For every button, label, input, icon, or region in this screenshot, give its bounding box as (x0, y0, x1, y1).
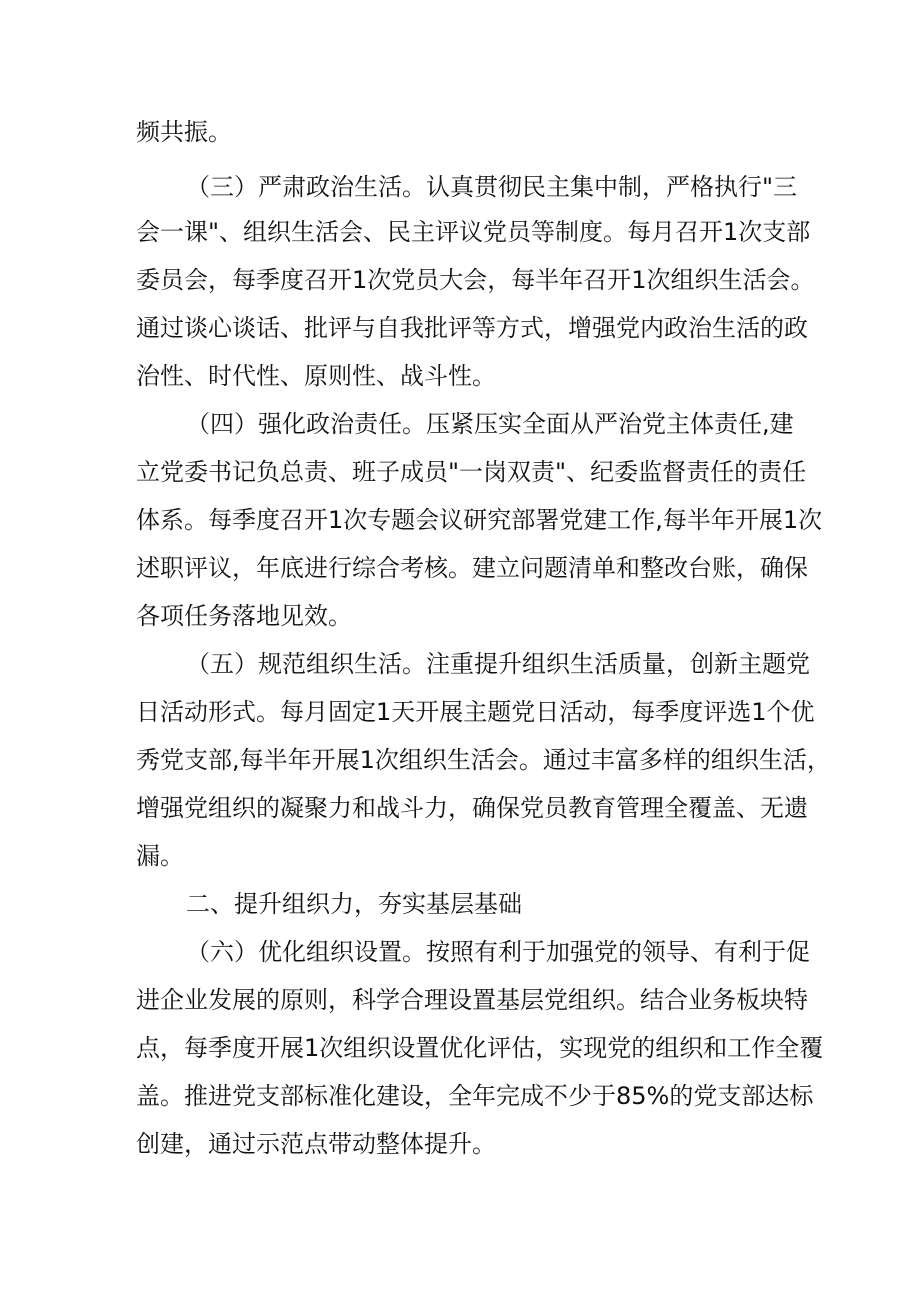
text-line: 盖。推进党支部标准化建设，全年完成不少于85%的党支部达标 (136, 1082, 814, 1110)
text-line: 各项任务落地见效。 (136, 602, 352, 630)
text-line: 体系。每季度召开1次专题会议研究部署党建工作,每半年开展1次 (136, 506, 823, 534)
text-line: （三）严肃政治生活。认真贯彻民主集中制，严格执行"三 (186, 173, 798, 201)
text-line: 点，每季度开展1次组织设置优化评估，实现党的组织和工作全覆 (136, 1034, 824, 1062)
text-line: 治性、时代性、原则性、战斗性。 (136, 362, 496, 390)
text-line: （六）优化组织设置。按照有利于加强党的领导、有利于促 (186, 938, 810, 966)
text-line: 述职评议，年底进行综合考核。建立问题清单和整改台账，确保 (136, 554, 808, 582)
text-line: 会一课"、组织生活会、民主评议党员等制度。每月召开1次支部 (136, 218, 811, 246)
text-line: 秀党支部,每半年开展1次组织生活会。通过丰富多样的组织生活， (136, 746, 831, 774)
text-line: 立党委书记负总责、班子成员"一岗双责"、纪委监督责任的责任 (136, 458, 807, 486)
text-line: （四）强化政治责任。压紧压实全面从严治党主体责任,建 (186, 410, 794, 438)
text-line: 增强党组织的凝聚力和战斗力，确保党员教育管理全覆盖、无遗 (136, 794, 808, 822)
section-heading: 二、提升组织力，夯实基层基础 (186, 890, 522, 918)
text-line: 委员会，每季度召开1次党员大会，每半年召开1次组织生活会。 (136, 266, 815, 294)
text-line: 通过谈心谈话、批评与自我批评等方式，增强党内政治生活的政 (136, 314, 808, 342)
text-line: 进企业发展的原则，科学合理设置基层党组织。结合业务板块特 (136, 986, 808, 1014)
text-line: 频共振。 (136, 118, 232, 146)
text-line: 日活动形式。每月固定1天开展主题党日活动，每季度评选1个优 (136, 698, 815, 726)
text-line: 创建，通过示范点带动整体提升。 (136, 1130, 496, 1158)
text-line: （五）规范组织生活。注重提升组织生活质量，创新主题党 (186, 650, 810, 678)
text-line: 漏。 (136, 842, 184, 870)
